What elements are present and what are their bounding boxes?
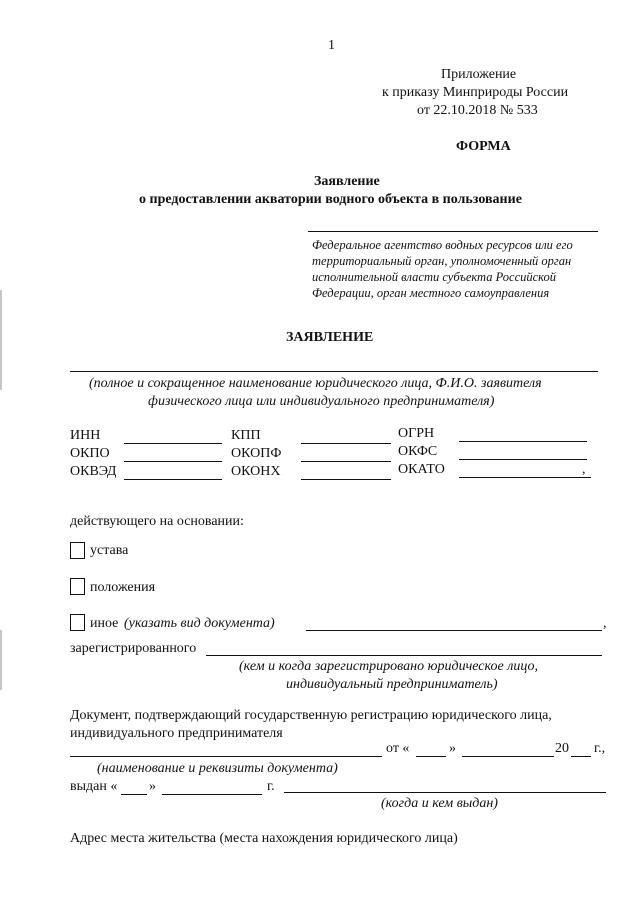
other-document-field[interactable] — [306, 630, 602, 631]
doc-date-quote-close: » — [449, 741, 456, 756]
okved-label: ОКВЭД — [70, 464, 117, 479]
addressee-text-2: территориальный орган, уполномоченный орган — [312, 254, 572, 268]
applicant-hint-1: (полное и сокращенное наименование юридического лица, Ф.И.О. заявителя — [89, 376, 542, 391]
okpo-label: ОКПО — [70, 446, 110, 461]
other-document-hint: (указать вид документа) — [124, 616, 275, 631]
other-document-comma: , — [603, 616, 607, 631]
ogrn-label: ОГРН — [398, 426, 435, 441]
okved-field[interactable] — [124, 479, 222, 480]
inn-field[interactable] — [124, 443, 222, 444]
registration-doc-text-1: Документ, подтверждающий государственную регистрацию юридического лица, — [70, 708, 552, 723]
addressee-line — [308, 231, 598, 232]
registered-field[interactable] — [206, 655, 602, 656]
okato-comma: , — [582, 462, 586, 477]
inn-label: ИНН — [70, 428, 101, 443]
registered-label: зарегистрированного — [70, 641, 197, 656]
page-number: 1 — [328, 38, 335, 53]
document-subtitle: о предоставлении акватории водного объекта в пользование — [139, 192, 522, 207]
appendix-label: Приложение — [441, 67, 517, 82]
address-label: Адрес места жительства (места нахождения юридического лица) — [70, 831, 458, 846]
issued-by-field[interactable] — [284, 792, 606, 793]
addressee-text-4: Федерации, орган местного самоуправления — [312, 286, 550, 300]
document-title: Заявление — [314, 174, 380, 189]
okopf-field[interactable] — [301, 461, 391, 462]
okato-label: ОКАТО — [398, 462, 445, 477]
order-reference: к приказу Минприроды России — [382, 85, 569, 100]
okopf-label: ОКОПФ — [231, 446, 282, 461]
doc-date-year-suffix: г., — [594, 741, 606, 756]
applicant-name-field[interactable] — [70, 371, 598, 372]
scan-edge-mark — [0, 290, 2, 390]
doc-date-year-prefix: 20 — [555, 741, 569, 756]
doc-date-month-field[interactable] — [462, 756, 554, 757]
issued-hint: (когда и кем выдан) — [381, 796, 498, 811]
okfs-field[interactable] — [459, 459, 587, 460]
order-date-number: от 22.10.2018 № 533 — [417, 103, 538, 118]
issued-label: выдан « — [70, 779, 118, 794]
other-document-label: иное — [90, 616, 119, 631]
form-label: ФОРМА — [456, 139, 511, 154]
registration-doc-text-2: индивидуального предпринимателя — [70, 726, 283, 741]
charter-label: устава — [90, 543, 129, 558]
statement-heading: ЗАЯВЛЕНИЕ — [286, 330, 374, 345]
ogrn-field[interactable] — [459, 441, 587, 442]
kpp-label: КПП — [231, 428, 261, 443]
kpp-field[interactable] — [301, 443, 391, 444]
okato-field[interactable] — [459, 477, 591, 478]
basis-label: действующего на основании: — [70, 514, 244, 529]
registered-hint-2: индивидуальный предприниматель) — [286, 677, 498, 692]
okonh-label: ОКОНХ — [231, 464, 281, 479]
scan-edge-mark — [0, 630, 2, 690]
issued-month-field[interactable] — [162, 794, 262, 795]
addressee-text-3: исполнительной власти субъекта Российской — [312, 270, 557, 284]
charter-checkbox[interactable] — [70, 542, 85, 559]
registration-doc-hint: (наименование и реквизиты документа) — [97, 761, 338, 776]
okpo-field[interactable] — [124, 461, 222, 462]
issued-day-field[interactable] — [121, 794, 147, 795]
other-document-checkbox[interactable] — [70, 614, 85, 631]
addressee-text-1: Федеральное агентство водных ресурсов или его — [312, 238, 573, 252]
doc-date-from-label: от « — [386, 741, 410, 756]
registration-doc-field[interactable] — [70, 756, 382, 757]
regulation-checkbox[interactable] — [70, 578, 85, 595]
issued-quote-close: » — [149, 779, 156, 794]
okfs-label: ОКФС — [398, 444, 438, 459]
issued-year-suffix: г. — [267, 779, 275, 794]
doc-date-day-field[interactable] — [416, 756, 446, 757]
registered-hint-1: (кем и когда зарегистрировано юридическое лицо, — [239, 659, 538, 674]
applicant-hint-2: физического лица или индивидуального предпринимателя) — [148, 394, 495, 409]
regulation-label: положения — [90, 580, 156, 595]
doc-date-year-field[interactable] — [571, 756, 591, 757]
okonh-field[interactable] — [301, 479, 391, 480]
